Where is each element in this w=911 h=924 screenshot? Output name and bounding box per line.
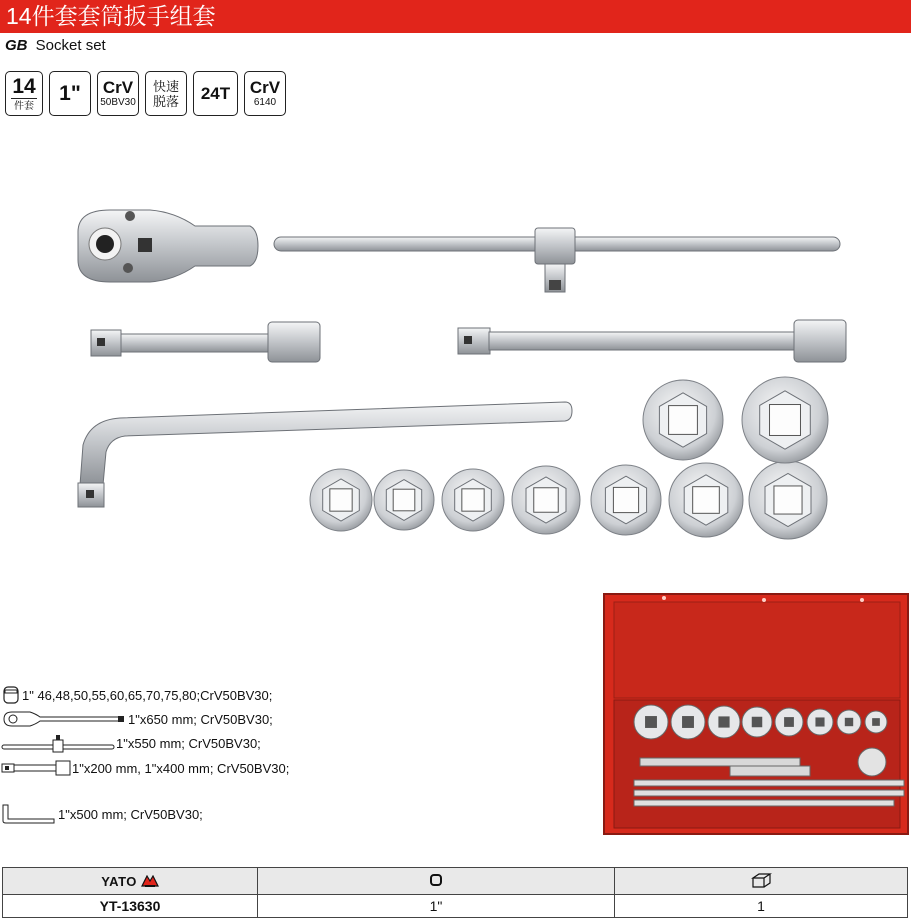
socket — [749, 461, 827, 539]
spec-row-tbar — [0, 732, 261, 754]
badge-material-main: CrV — [102, 78, 134, 97]
badge-material-2-main: CrV — [249, 78, 281, 97]
l-wrench-icon — [0, 803, 58, 825]
socket — [374, 470, 434, 530]
spec-row-sockets — [0, 684, 272, 706]
ratchet-icon — [0, 708, 128, 730]
product-table — [2, 867, 908, 918]
badge-drive-size: 1" — [59, 82, 81, 105]
badge-pieces-count: 14 — [12, 74, 36, 98]
square-drive-icon — [429, 873, 443, 887]
badge-quick-release-line1: 快速 — [152, 78, 179, 94]
product-code: YT-13630 — [3, 895, 258, 918]
box-icon — [750, 871, 772, 889]
product-drive: 1" — [258, 895, 615, 918]
brand-logo-icon — [141, 875, 159, 887]
spec-row-ratchet — [0, 708, 273, 730]
socket — [669, 463, 743, 537]
badge-teeth-count: 24T — [200, 84, 231, 103]
socket — [591, 465, 661, 535]
table-brand-cell — [3, 868, 258, 895]
socket — [512, 466, 580, 534]
socket — [643, 380, 723, 460]
page-title: 14件套套筒扳手组套 — [6, 3, 216, 29]
table-row — [3, 895, 908, 918]
socket-icon — [0, 684, 22, 706]
table-header-row — [3, 868, 908, 895]
badge-pieces-unit: 件套 — [14, 100, 34, 112]
badge-material-grade: 50BV30 — [100, 97, 136, 108]
socket — [742, 377, 828, 463]
table-qty-header-cell — [615, 868, 908, 895]
extension-bar-icon — [0, 757, 72, 779]
badge-quick-release-line2: 脱落 — [152, 93, 179, 109]
spec-lwrench-text: 1"x500 mm; CrV50BV30; — [58, 806, 203, 822]
spec-tbar-text: 1"x550 mm; CrV50BV30; — [116, 735, 261, 751]
subtitle-brand: GB — [5, 37, 28, 54]
spec-row-lwrench — [0, 803, 203, 825]
brand-logo: YATO — [101, 874, 137, 889]
toolbox-case — [600, 590, 910, 838]
socket — [310, 469, 372, 531]
spec-sockets-text: 1" 46,48,50,55,60,65,70,75,80;CrV50BV30; — [22, 687, 273, 703]
spec-extension-text: 1"x200 mm, 1"x400 mm; CrV50BV30; — [72, 760, 290, 776]
spec-row-extension — [0, 757, 289, 779]
badge-material-2-grade: 6140 — [253, 97, 277, 108]
product-qty: 1 — [615, 895, 908, 918]
table-drive-header-cell — [258, 868, 615, 895]
t-bar-icon — [0, 732, 116, 754]
subtitle-text: Socket set — [35, 37, 106, 54]
socket — [442, 469, 504, 531]
spec-ratchet-text: 1"x650 mm; CrV50BV30; — [128, 711, 273, 727]
